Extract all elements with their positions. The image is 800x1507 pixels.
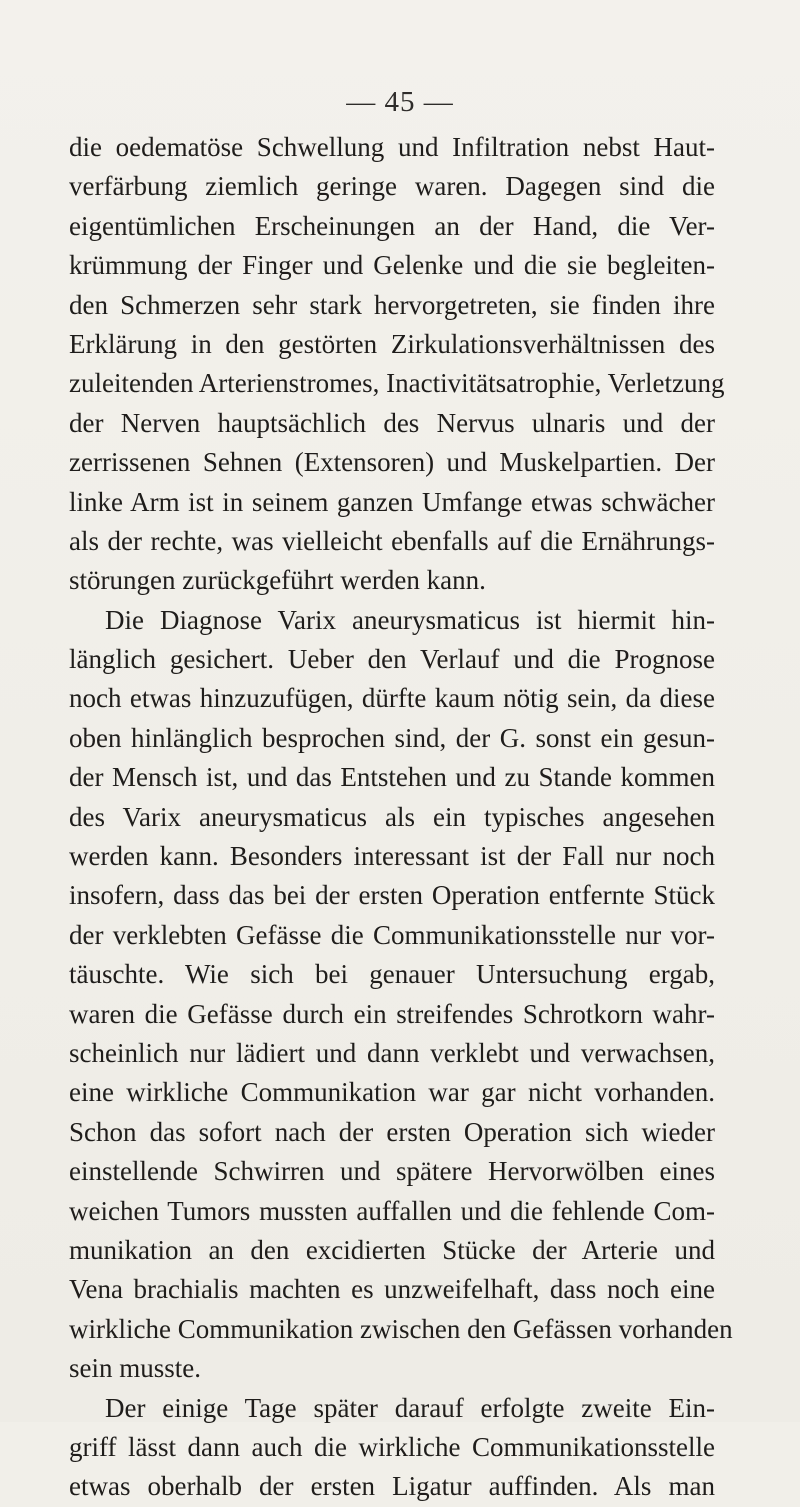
text-line: als der rechte, was vielleicht ebenfalls auf die Ernährungs- <box>69 525 715 556</box>
text-line: täuschte. Wie sich bei genauer Untersuchung ergab, <box>69 959 715 990</box>
text-line: Der einige Tage später darauf erfolgte zweite Ein- <box>105 1392 715 1423</box>
text-line: etwas oberhalb der ersten Ligatur auffinden. Als man <box>69 1471 715 1502</box>
text-line: die oedematöse Schwellung und Infiltration nebst Haut- <box>69 132 715 162</box>
body-text <box>69 128 733 1507</box>
text-line: zerrissenen Sehnen (Extensoren) und Muskelpartien. Der <box>69 447 715 478</box>
text-line: zuleitenden Arterienstromes, Inactivitätsatrophie, Verletzung <box>69 368 725 399</box>
text-line: störungen zurückgeführt werden kann. <box>69 565 486 596</box>
page-number: — 45 — <box>346 86 454 118</box>
text-line: verfärbung ziemlich geringe waren. Dagegen sind die <box>69 171 715 202</box>
text-line: eigentümlichen Erscheinungen an der Hand, die Ver- <box>69 210 715 241</box>
text-line: des Varix aneurysmaticus als ein typisches angesehen <box>69 801 715 832</box>
text-line: noch etwas hinzuzufügen, dürfte kaum nötig sein, da diese <box>69 683 715 714</box>
text-line: weichen Tumors mussten auffallen und die fehlende Com- <box>69 1195 715 1226</box>
text-line: linke Arm ist in seinem ganzen Umfange etwas schwächer <box>69 486 715 517</box>
text-line: Schon das sofort nach der ersten Operation sich wieder <box>69 1116 715 1147</box>
text-line: den Schmerzen sehr stark hervorgetreten, sie finden ihre <box>69 289 715 320</box>
text-line: eine wirkliche Communikation war gar nicht vorhanden. <box>69 1077 715 1108</box>
text-line: länglich gesichert. Ueber den Verlauf und die Prognose <box>69 644 715 675</box>
text-line: sein musste. <box>69 1353 201 1384</box>
text-line: waren die Gefässe durch ein streifendes Schrotkorn wahr- <box>69 998 715 1029</box>
text-line: der Mensch ist, und das Entstehen und zu Stande kommen <box>69 762 715 793</box>
text-line: werden kann. Besonders interessant ist der Fall nur noch <box>69 841 715 872</box>
text-line: der Nerven hauptsächlich des Nervus ulnaris und der <box>69 407 715 438</box>
text-line: scheinlich nur lädiert und dann verklebt und verwachsen, <box>69 1037 715 1068</box>
text-line: krümmung der Finger und Gelenke und die sie begleiten- <box>69 250 715 281</box>
text-line: oben hinlänglich besprochen sind, der G. sonst ein gesun- <box>69 722 715 753</box>
text-line: einstellende Schwirren und spätere Hervorwölben eines <box>69 1156 715 1187</box>
text-line: griff lässt dann auch die wirkliche Communikationsstelle <box>69 1431 715 1462</box>
text-line: munikation an den excidierten Stücke der Arterie und <box>69 1234 715 1265</box>
text-line: Vena brachialis machten es unzweifelhaft, dass noch eine <box>69 1274 715 1305</box>
text-line: der verklebten Gefässe die Communikationsstelle nur vor- <box>69 919 715 950</box>
text-line: Die Diagnose Varix aneurysmaticus ist hiermit hin- <box>105 604 715 635</box>
text-line: Erklärung in den gestörten Zirkulationsverhältnissen des <box>69 328 715 359</box>
text-line: wirkliche Communikation zwischen den Gefässen vorhanden <box>69 1313 733 1344</box>
text-line: insofern, dass das bei der ersten Operation entfernte Stück <box>69 880 715 911</box>
